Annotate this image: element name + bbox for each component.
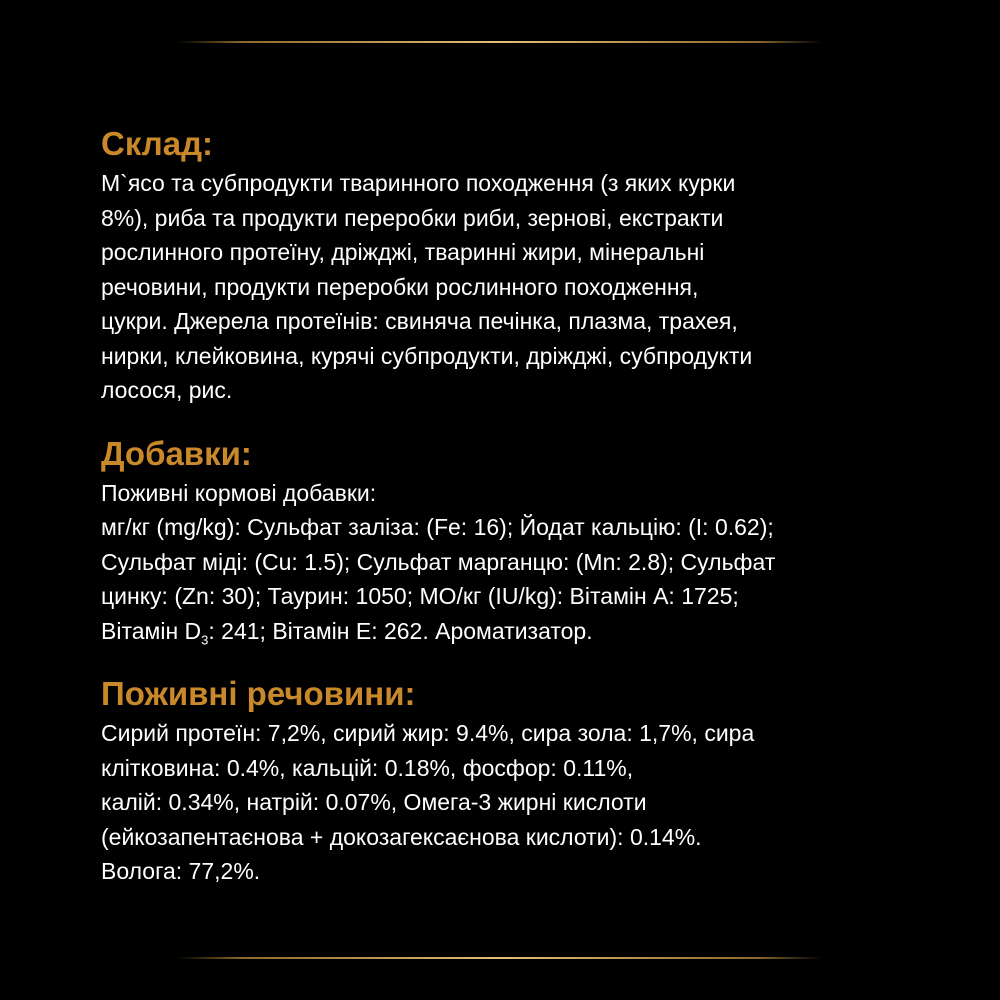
composition-line: лосося, рис. (101, 377, 233, 403)
additives-heading: Добавки: (101, 434, 252, 472)
nutrients-line: Сирий протеїн: 7,2%, сирий жир: 9.4%, сира зола: 1,7%, сира (101, 720, 755, 746)
nutrients-section (101, 672, 931, 889)
nutrients-line: клітковина: 0.4%, кальцій: 0.18%, фосфор: 0.11%, (101, 754, 634, 781)
additives-line: мг/кг (mg/kg): Сульфат заліза: (Fe: 16); Йодат кальцію: (I: 0.62); (101, 514, 774, 540)
composition-heading: Склад: (101, 125, 214, 162)
nutrients-text (101, 716, 931, 889)
composition-text (101, 166, 931, 408)
bottom-gold-divider (178, 957, 822, 959)
composition-line: 8%), риба та продукти переробки риби, зернові, екстракти (101, 204, 724, 231)
composition-line: речовини, продукти переробки рослинного походження, (101, 273, 699, 300)
composition-line: М`ясо та субпродукти тваринного походження (з яких курки (101, 170, 736, 196)
nutrients-line: калій: 0.34%, натрій: 0.07%, Омега-3 жирні кислоти (101, 789, 647, 815)
vitamin-values: : 241; Вітамін Е: 262. Ароматизатор. (208, 617, 593, 644)
additives-line: Сульфат міді: (Cu: 1.5); Сульфат марганцю: (Mn: 2.8); Сульфат (101, 548, 776, 575)
additives-line: цинку: (Zn: 30); Таурин: 1050; МО/кг (IU/kg): Вітамін А: 1725; (101, 583, 739, 609)
additives-section (101, 432, 931, 649)
composition-section (101, 122, 931, 408)
top-gold-divider (178, 41, 822, 43)
vitamin-d-label: Вітамін D (101, 617, 202, 644)
additives-text (101, 476, 931, 649)
nutrition-label (101, 122, 931, 913)
additives-line-vitamins (101, 614, 931, 649)
composition-line: цукри. Джерела протеїнів: свиняча печінка, плазма, трахея, (101, 308, 738, 334)
additives-line: Поживні кормові добавки: (101, 479, 377, 506)
composition-line: рослинного протеїну, дріжджі, тваринні жири, мінеральні (101, 239, 705, 265)
nutrients-heading: Поживні речовини: (101, 675, 416, 712)
composition-line: нирки, клейковина, курячі субпродукти, дріжджі, субпродукти (101, 342, 753, 369)
nutrients-line: Волога: 77,2%. (101, 858, 261, 884)
nutrients-line: (ейкозапентаєнова + докозагексаєнова кислоти): 0.14%. (101, 823, 702, 850)
vitamin-d-subscript: 3 (201, 632, 209, 648)
